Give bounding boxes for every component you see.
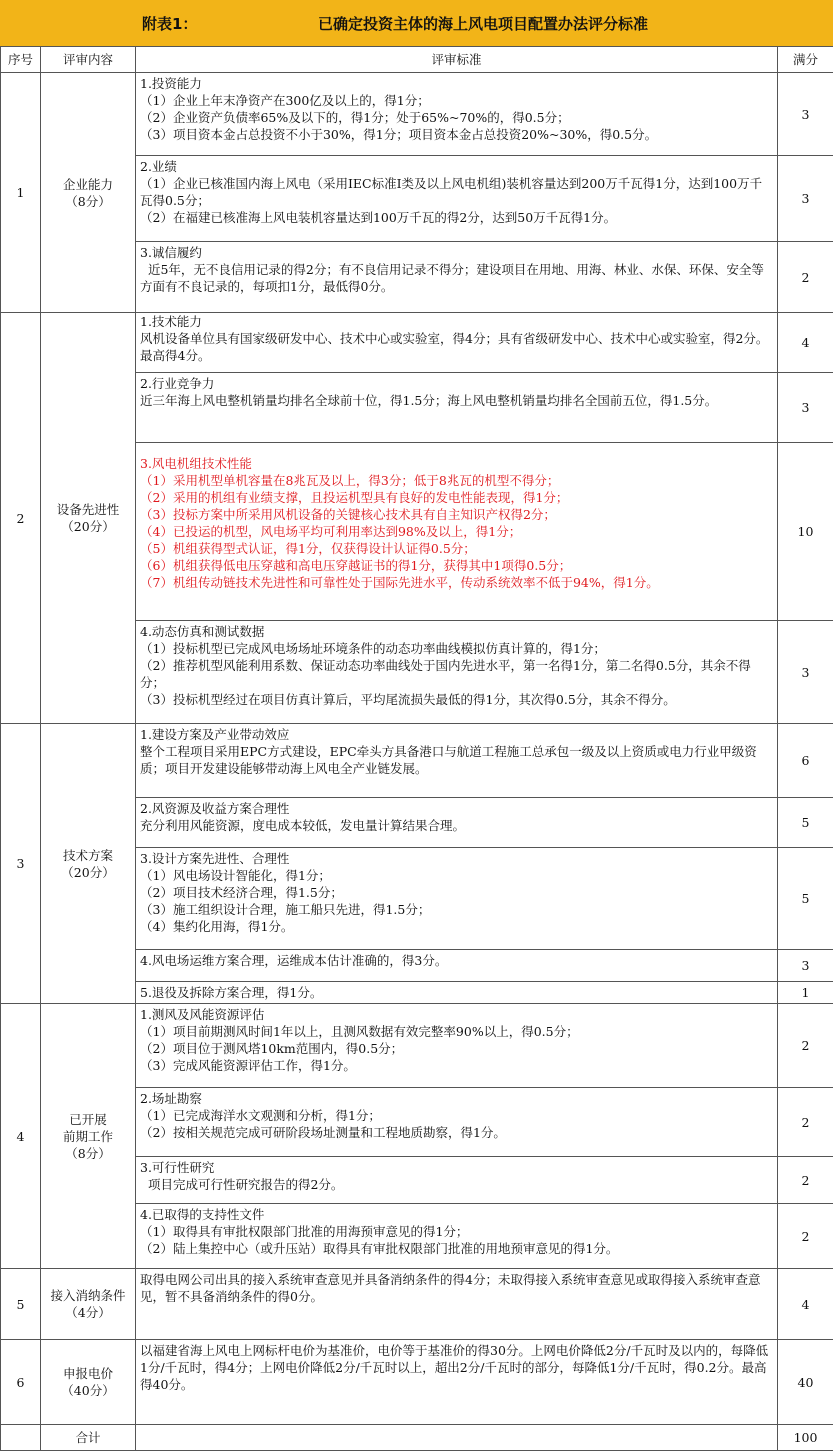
evaluation-criteria: 3.风电机组技术性能 （1）采用机型单机容量在8兆瓦及以上，得3分；低于8兆瓦的机型不得分； （2）采用的机组有业绩支撑，且投运机型具有良好的发电性能表现，得1分； （3）投标方案中所采用风机设备的关键核心技术具有自主知识产权得2分； （4）已投运的机型，风电场平均可利用率达到98%及以上，得1分； （5）机组获得型式认证，得1分，仅获得设计认证得0.5分； （6）机组获得低电压穿越和高电压穿越证书的得1分，获得其中1项得0.5分； （7）机组传动链技术先进性和可靠性处于国际先进水平，传动系统效率不低于94%，得1分。 (136, 443, 778, 621)
full-score: 5 (778, 848, 833, 950)
row-number: 5 (1, 1269, 41, 1340)
evaluation-criteria: 以福建省海上风电上网标杆电价为基准价，电价等于基准价的得30分。上网电价降低2分/千瓦时及以内的，每降低1分/千瓦时，得4分；上网电价降低2分/千瓦时以上，超出2分/千瓦时的部分，每降低1分/千瓦时，得0.2分。最高得40分。 (136, 1340, 778, 1425)
row-number: 6 (1, 1340, 41, 1425)
row-number: 4 (1, 1004, 41, 1269)
evaluation-criteria: 2.场址勘察 （1）已完成海洋水文观测和分析，得1分； （2）按相关规范完成可研阶段场址测量和工程地质勘察，得1分。 (136, 1088, 778, 1157)
row-number: 2 (1, 313, 41, 724)
header-row (1, 47, 833, 73)
total-label: 合计 (41, 1425, 136, 1451)
table-row (1, 724, 833, 798)
evaluation-criteria: 4.动态仿真和测试数据 （1）投标机型已完成风电场场址环境条件的动态功率曲线模拟仿真计算的，得1分； （2）推荐机型风能利用系数、保证动态功率曲线处于国内先进水平，第一名得1分，第二名得0.5分，其余不得分； （3）投标机型经过在项目仿真计算后，平均尾流损失最低的得1分，其次得0.5分，其余不得分。 (136, 621, 778, 724)
evaluation-criteria: 3.设计方案先进性、合理性 （1）风电场设计智能化，得1分； （2）项目技术经济合理，得1.5分； （3）施工组织设计合理，施工船只先进，得1.5分； （4）集约化用海，得1分。 (136, 848, 778, 950)
total-blank (1, 1425, 41, 1451)
evaluation-criteria: 2.行业竞争力 近三年海上风电整机销量均排名全球前十位，得1.5分；海上风电整机销量均排名全国前五位，得1.5分。 (136, 373, 778, 443)
full-score: 1 (778, 982, 833, 1004)
evaluation-criteria: 1.投资能力 （1）企业上年末净资产在300亿及以上的，得1分； （2）企业资产负债率65%及以下的，得1分；处于65%~70%的，得0.5分； （3）项目资本金占总投资不小于30%，得1分；项目资本金占总投资20%~30%，得0.5分。 (136, 73, 778, 156)
full-score: 2 (778, 1088, 833, 1157)
evaluation-criteria: 3.诚信履约 近5年，无不良信用记录的得2分；有不良信用记录不得分；建设项目在用地、用海、林业、水保、环保、安全等方面有不良记录的，每项扣1分，最低得0分。 (136, 242, 778, 313)
total-score: 100 (778, 1425, 833, 1451)
full-score: 4 (778, 1269, 833, 1340)
evaluation-criteria: 1.技术能力 风机设备单位具有国家级研发中心、技术中心或实验室，得4分；具有省级研发中心、技术中心或实验室，得2分。最高得4分。 (136, 313, 778, 373)
evaluation-criteria: 取得电网公司出具的接入系统审查意见并具备消纳条件的得4分；未取得接入系统审查意见或取得接入系统审查意见，暂不具备消纳条件的得0分。 (136, 1269, 778, 1340)
full-score: 40 (778, 1340, 833, 1425)
header-score: 满分 (778, 47, 833, 73)
full-score: 2 (778, 1157, 833, 1204)
table-row (1, 1004, 833, 1088)
full-score: 5 (778, 798, 833, 848)
full-score: 4 (778, 313, 833, 373)
table-row (1, 1269, 833, 1340)
evaluation-criteria: 5.退役及拆除方案合理，得1分。 (136, 982, 778, 1004)
row-number: 1 (1, 73, 41, 313)
evaluation-criteria: 3.可行性研究 项目完成可行性研究报告的得2分。 (136, 1157, 778, 1204)
full-score: 10 (778, 443, 833, 621)
total-criteria-blank (136, 1425, 778, 1451)
full-score: 6 (778, 724, 833, 798)
scoring-table (0, 46, 833, 1451)
table-row (1, 1340, 833, 1425)
row-number: 3 (1, 724, 41, 1004)
header-criteria: 评审标准 (136, 47, 778, 73)
full-score: 3 (778, 950, 833, 982)
evaluation-content: 已开展 前期工作 （8分） (41, 1004, 136, 1269)
title-bar (0, 0, 833, 47)
total-row (1, 1425, 833, 1451)
title-prefix: 附表1： (142, 13, 197, 34)
full-score: 2 (778, 242, 833, 313)
evaluation-criteria: 4.风电场运维方案合理，运维成本估计准确的，得3分。 (136, 950, 778, 982)
table-body (1, 73, 833, 1451)
evaluation-criteria: 1.建设方案及产业带动效应 整个工程项目采用EPC方式建设，EPC牵头方具备港口与航道工程施工总承包一级及以上资质或电力行业甲级资质；项目开发建设能够带动海上风电全产业链发展。 (136, 724, 778, 798)
table-row (1, 313, 833, 373)
evaluation-content: 接入消纳条件 （4分） (41, 1269, 136, 1340)
full-score: 3 (778, 73, 833, 156)
header-no: 序号 (1, 47, 41, 73)
evaluation-criteria: 4.已取得的支持性文件 （1）取得具有审批权限部门批准的用海预审意见的得1分； （2）陆上集控中心（或升压站）取得具有审批权限部门批准的用地预审意见的得1分。 (136, 1204, 778, 1269)
full-score: 2 (778, 1004, 833, 1088)
header-content: 评审内容 (41, 47, 136, 73)
evaluation-content: 技术方案 （20分） (41, 724, 136, 1004)
evaluation-content: 申报电价 （40分） (41, 1340, 136, 1425)
page-title: 已确定投资主体的海上风电项目配置办法评分标准 (318, 13, 648, 34)
evaluation-criteria: 2.业绩 （1）企业已核准国内海上风电（采用IEC标准I类及以上风电机组)装机容量达到200万千瓦得1分，达到100万千瓦得0.5分； （2）在福建已核准海上风电装机容量达到100万千瓦的得2分，达到50万千瓦得1分。 (136, 156, 778, 242)
evaluation-criteria: 1.测风及风能资源评估 （1）项目前期测风时间1年以上，且测风数据有效完整率90%以上，得0.5分； （2）项目位于测风塔10km范围内，得0.5分； （3）完成风能资源评估工作，得1分。 (136, 1004, 778, 1088)
full-score: 3 (778, 373, 833, 443)
table-row (1, 73, 833, 156)
full-score: 3 (778, 156, 833, 242)
full-score: 3 (778, 621, 833, 724)
full-score: 2 (778, 1204, 833, 1269)
evaluation-content: 企业能力 （8分） (41, 73, 136, 313)
evaluation-content: 设备先进性 （20分） (41, 313, 136, 724)
evaluation-criteria: 2.风资源及收益方案合理性 充分利用风能资源，度电成本较低，发电量计算结果合理。 (136, 798, 778, 848)
